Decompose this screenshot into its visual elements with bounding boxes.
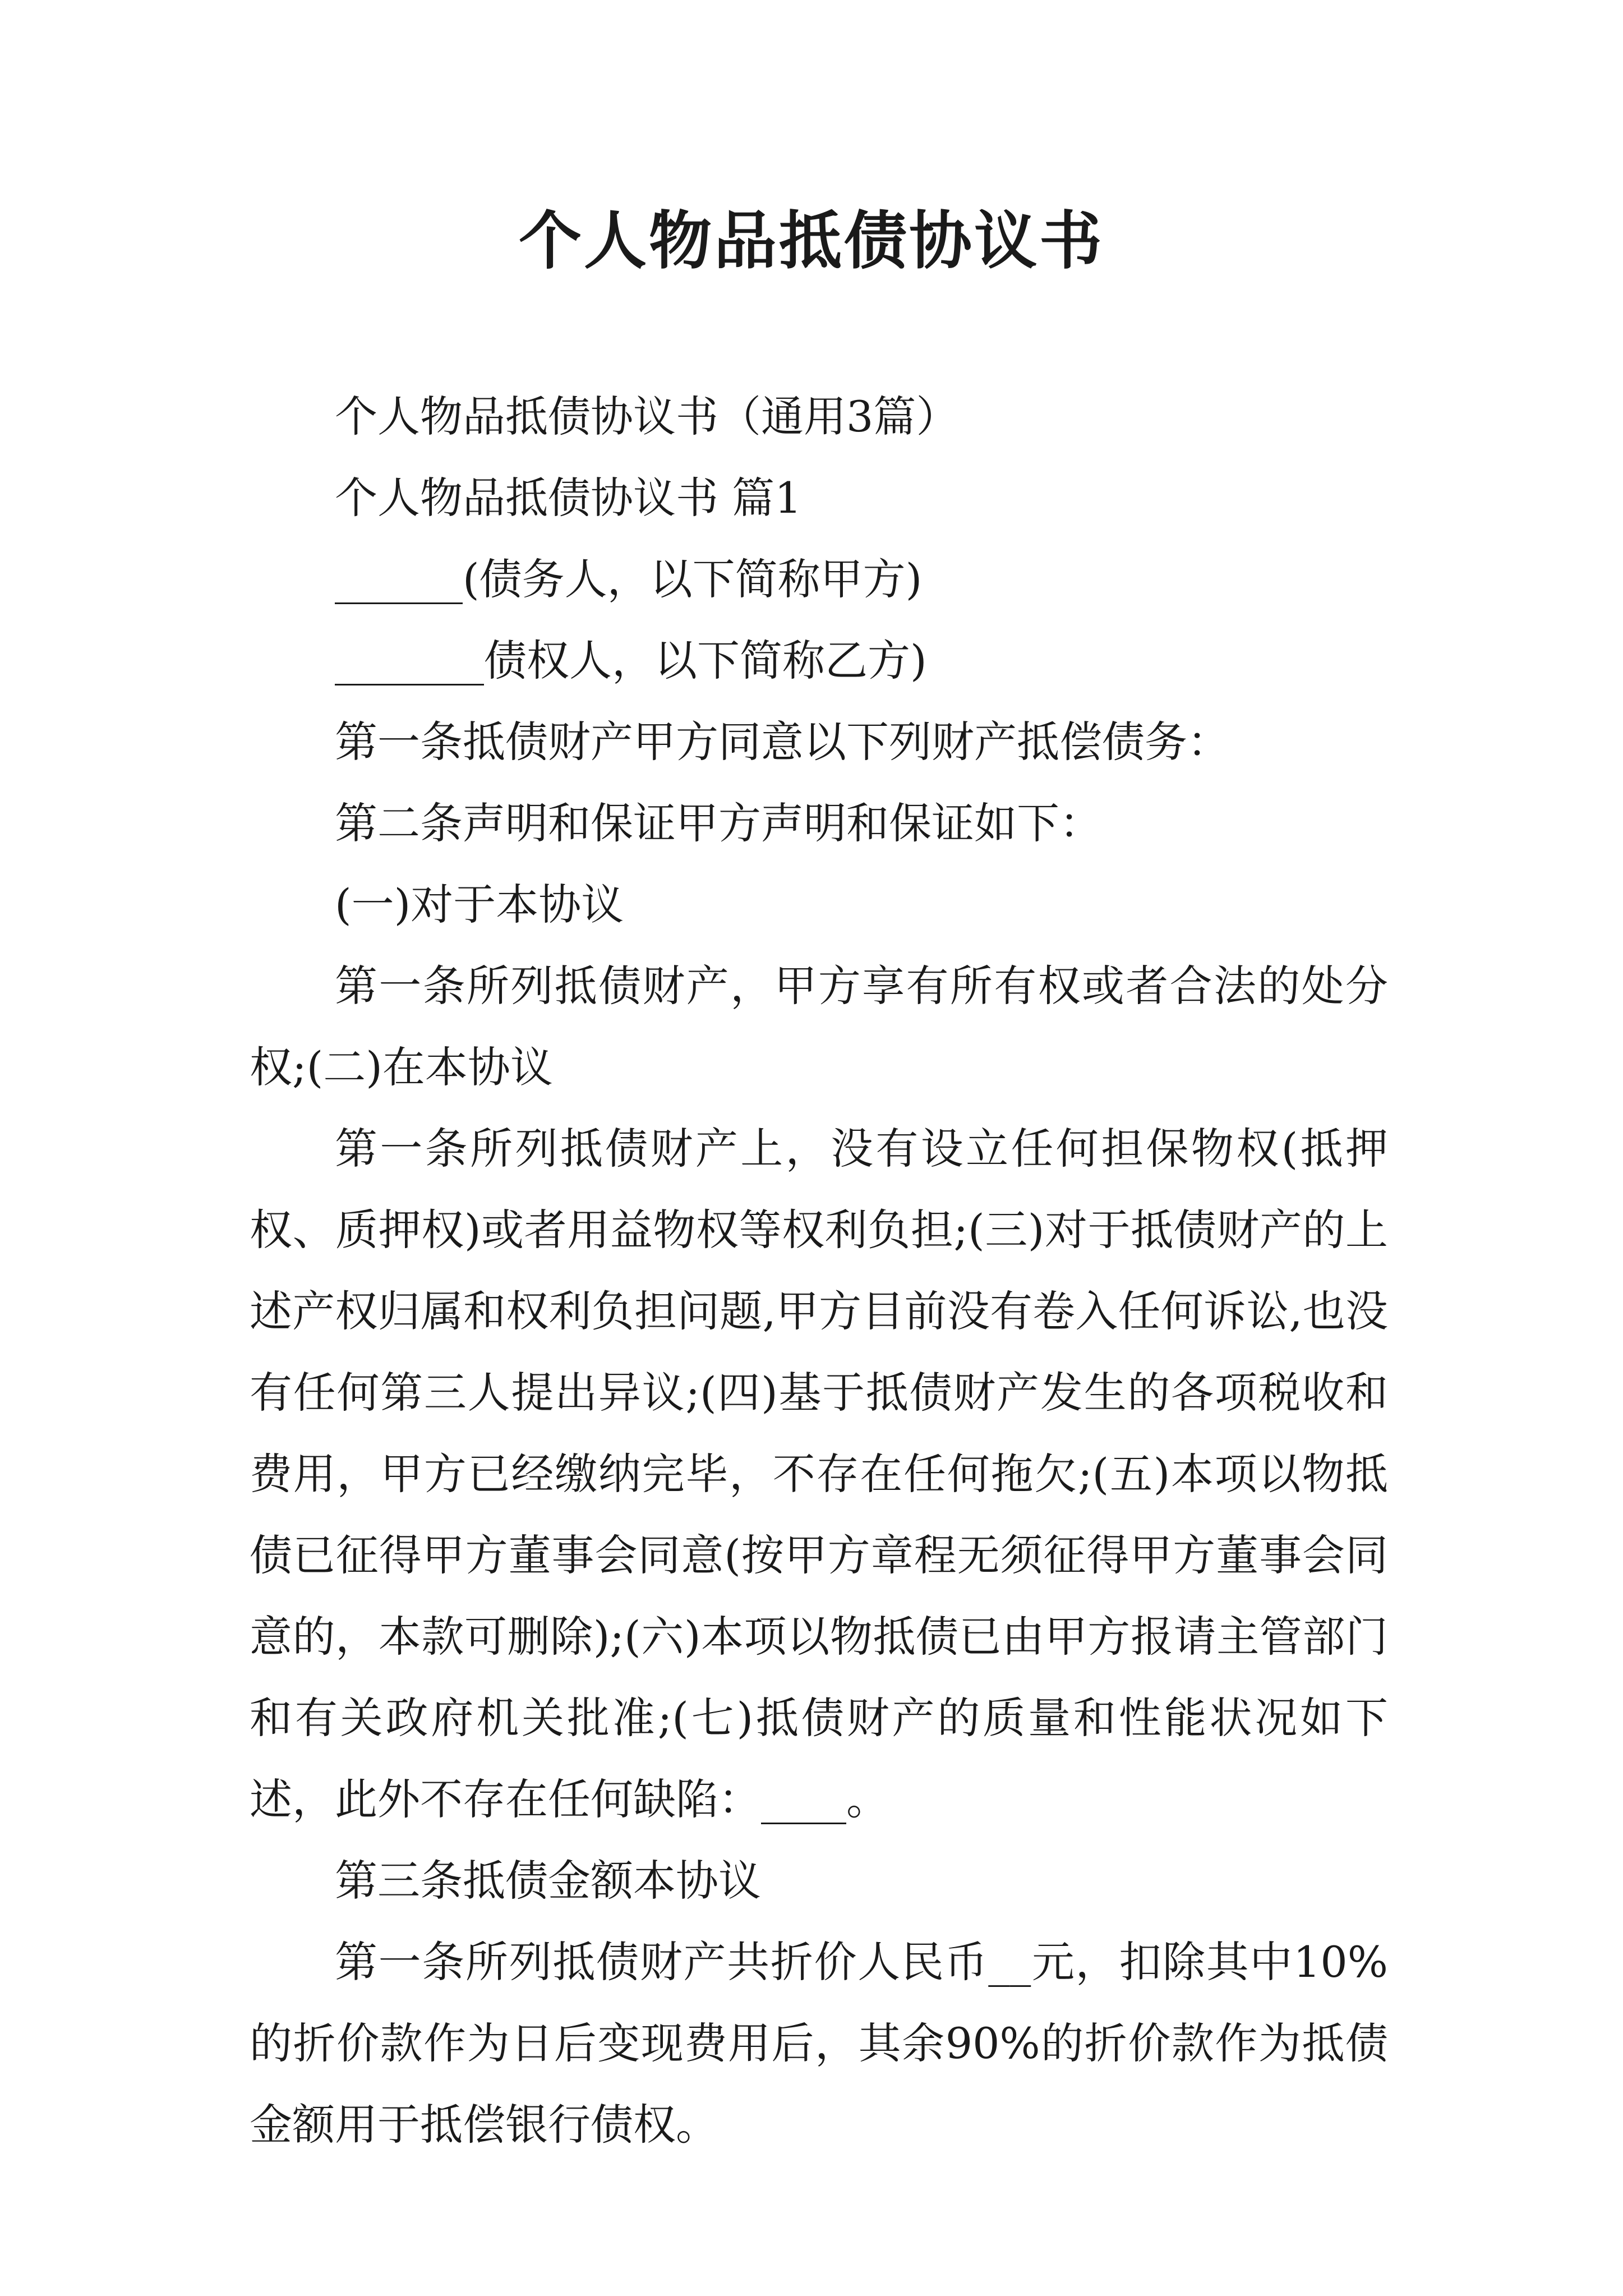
paragraph-article-3: 第三条抵债金额本协议 (335, 1856, 761, 1906)
paragraph-debtor: ______(债务人，以下简称甲方) (335, 554, 923, 604)
paragraph-creditor: _______债权人，以下简称乙方) (335, 636, 927, 685)
document-title: 个人物品抵债协议书 (519, 204, 1104, 278)
paragraph-article-2: 第二条声明和保证甲方声明和保证如下： (335, 798, 1102, 848)
paragraph-amount: 第一条所列抵债财产共折价人民币__元，扣除其中10%的折价款作为日后变现费用后，其余90%的折价款作为抵债金额用于抵偿银行债权。 (250, 1937, 1388, 2150)
paragraph-clause-ownership: 第一条所列抵债财产，甲方享有所有权或者合法的处分权;(二)在本协议 (250, 961, 1388, 1092)
paragraph-clause-encumbrance: 第一条所列抵债财产上，没有设立任何担保物权(抵押权、质押权)或者用益物权等权利负担;(三)对于抵债财产的上述产权归属和权利负担问题,甲方目前没有卷入任何诉讼,也没有任何第三人提出异议;(四)基于抵债财产发生的各项税收和费用，甲方已经缴纳完毕，不存在任何拖欠;(五)本项以物抵债已征得甲方董事会同意(按甲方章程无须征得甲方董事会同意的，本款可删除);(六)本项以物抵债已由甲方报请主管部门和有关政府机关批准;(七)抵债财产的质量和性能状况如下述，此外不存在任何缺陷：____。 (250, 1124, 1388, 1824)
paragraph-article-1: 第一条抵债财产甲方同意以下列财产抵偿债务： (335, 717, 1230, 767)
paragraph-clause-1: (一)对于本协议 (335, 880, 624, 930)
paragraph-subtitle: 个人物品抵债协议书（通用3篇） (335, 392, 959, 441)
document-body (250, 376, 1388, 2165)
paragraph-section-heading: 个人物品抵债协议书 篇1 (335, 473, 802, 523)
